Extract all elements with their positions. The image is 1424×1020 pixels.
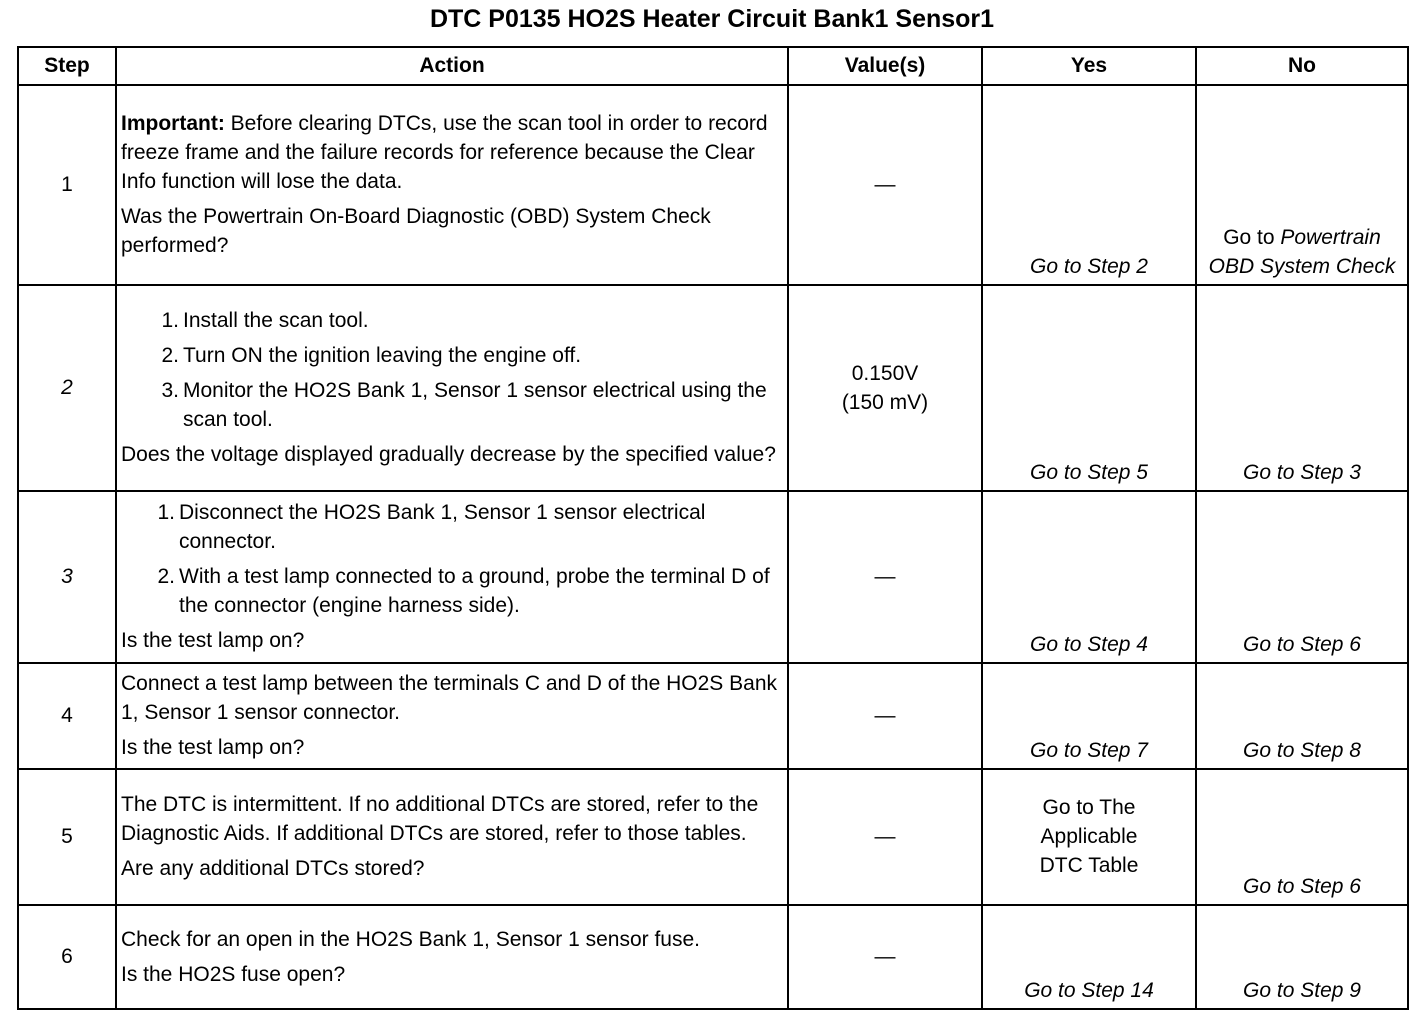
list-item xyxy=(121,341,783,370)
value-cell: — xyxy=(788,85,982,285)
action-cell xyxy=(116,491,788,663)
no-cell: Go to Step 8 xyxy=(1196,663,1408,769)
action-question: Is the test lamp on? xyxy=(121,629,305,652)
list-number: 2. xyxy=(157,565,175,588)
list-text: Disconnect the HO2S Bank 1, Sensor 1 sensor electrical connector. xyxy=(179,501,706,553)
header-action: Action xyxy=(116,47,788,85)
action-note xyxy=(121,109,783,196)
step-number: 5 xyxy=(18,769,116,905)
step-number: 2 xyxy=(18,285,116,491)
table-row xyxy=(18,769,1408,905)
yes-cell xyxy=(982,769,1196,905)
action-note: Check for an open in the HO2S Bank 1, Sensor 1 sensor fuse. xyxy=(121,927,700,951)
table-row xyxy=(18,905,1408,1009)
step-number: 4 xyxy=(18,663,116,769)
yes-line: Applicable xyxy=(1040,825,1138,848)
action-note: Connect a test lamp between the terminals C and D of the HO2S Bank 1, Sensor 1 sensor connector. xyxy=(121,672,778,724)
yes-line: DTC Table xyxy=(1039,854,1139,877)
action-cell xyxy=(116,905,788,1009)
list-item xyxy=(121,498,783,556)
step-number: 1 xyxy=(18,85,116,285)
table-header-row xyxy=(18,47,1408,85)
step-number: 6 xyxy=(18,905,116,1009)
list-text: Install the scan tool. xyxy=(183,309,369,332)
action-question: Are any additional DTCs stored? xyxy=(121,857,425,880)
table-row xyxy=(18,491,1408,663)
list-item xyxy=(121,562,783,620)
header-no: No xyxy=(1196,47,1408,85)
header-values: Value(s) xyxy=(788,47,982,85)
list-item xyxy=(121,376,783,434)
list-number: 2. xyxy=(161,344,179,367)
no-cell: Go to Step 6 xyxy=(1196,769,1408,905)
yes-cell: Go to Step 4 xyxy=(982,491,1196,663)
important-label: Important: xyxy=(121,112,225,135)
action-question: Is the test lamp on? xyxy=(121,736,305,759)
list-text: Monitor the HO2S Bank 1, Sensor 1 sensor electrical using the scan tool. xyxy=(183,379,767,431)
no-cell: Go to Step 6 xyxy=(1196,491,1408,663)
header-step: Step xyxy=(18,47,116,85)
list-number: 1. xyxy=(161,309,179,332)
action-cell xyxy=(116,769,788,905)
value-millivolts: (150 mV) xyxy=(841,390,929,414)
header-yes: Yes xyxy=(982,47,1196,85)
list-text: With a test lamp connected to a ground, probe the terminal D of the connector (engine harness side). xyxy=(179,565,770,617)
yes-cell: Go to Step 5 xyxy=(982,285,1196,491)
diagnostic-table xyxy=(17,46,1409,1010)
action-note: The DTC is intermittent. If no additional DTCs are stored, refer to the Diagnostic Aids. If additional DTCs are stored, refer to those tables. xyxy=(121,793,759,845)
value-cell: — xyxy=(788,769,982,905)
value-cell: — xyxy=(788,491,982,663)
value-volts: 0.150V xyxy=(851,361,919,385)
yes-cell: Go to Step 2 xyxy=(982,85,1196,285)
value-cell: — xyxy=(788,905,982,1009)
action-cell xyxy=(116,285,788,491)
no-link-powertrain-obd: Powertrain OBD System Check xyxy=(1208,226,1396,278)
action-cell xyxy=(116,85,788,285)
no-prefix: Go to xyxy=(1223,226,1281,249)
action-steps xyxy=(121,306,783,434)
yes-line: Go to The xyxy=(1042,796,1136,819)
page-title: DTC P0135 HO2S Heater Circuit Bank1 Sensor1 xyxy=(429,5,995,33)
action-cell xyxy=(116,663,788,769)
action-question: Does the voltage displayed gradually decrease by the specified value? xyxy=(121,443,776,466)
action-steps xyxy=(121,498,783,620)
yes-cell: Go to Step 14 xyxy=(982,905,1196,1009)
list-number: 1. xyxy=(157,501,175,524)
table-row xyxy=(18,285,1408,491)
value-cell xyxy=(788,285,982,491)
action-question: Was the Powertrain On-Board Diagnostic (OBD) System Check performed? xyxy=(121,205,711,257)
no-cell xyxy=(1196,85,1408,285)
no-cell: Go to Step 9 xyxy=(1196,905,1408,1009)
note-text: Before clearing DTCs, use the scan tool in order to record freeze frame and the failure records for reference because the Clear Info function will lose the data. xyxy=(121,112,768,193)
action-question: Is the HO2S fuse open? xyxy=(121,962,346,986)
no-cell: Go to Step 3 xyxy=(1196,285,1408,491)
list-item xyxy=(121,306,783,335)
list-text: Turn ON the ignition leaving the engine off. xyxy=(183,344,582,367)
step-number: 3 xyxy=(18,491,116,663)
list-number: 3. xyxy=(161,379,179,402)
table-row xyxy=(18,663,1408,769)
table-row xyxy=(18,85,1408,285)
yes-cell: Go to Step 7 xyxy=(982,663,1196,769)
value-cell: — xyxy=(788,663,982,769)
